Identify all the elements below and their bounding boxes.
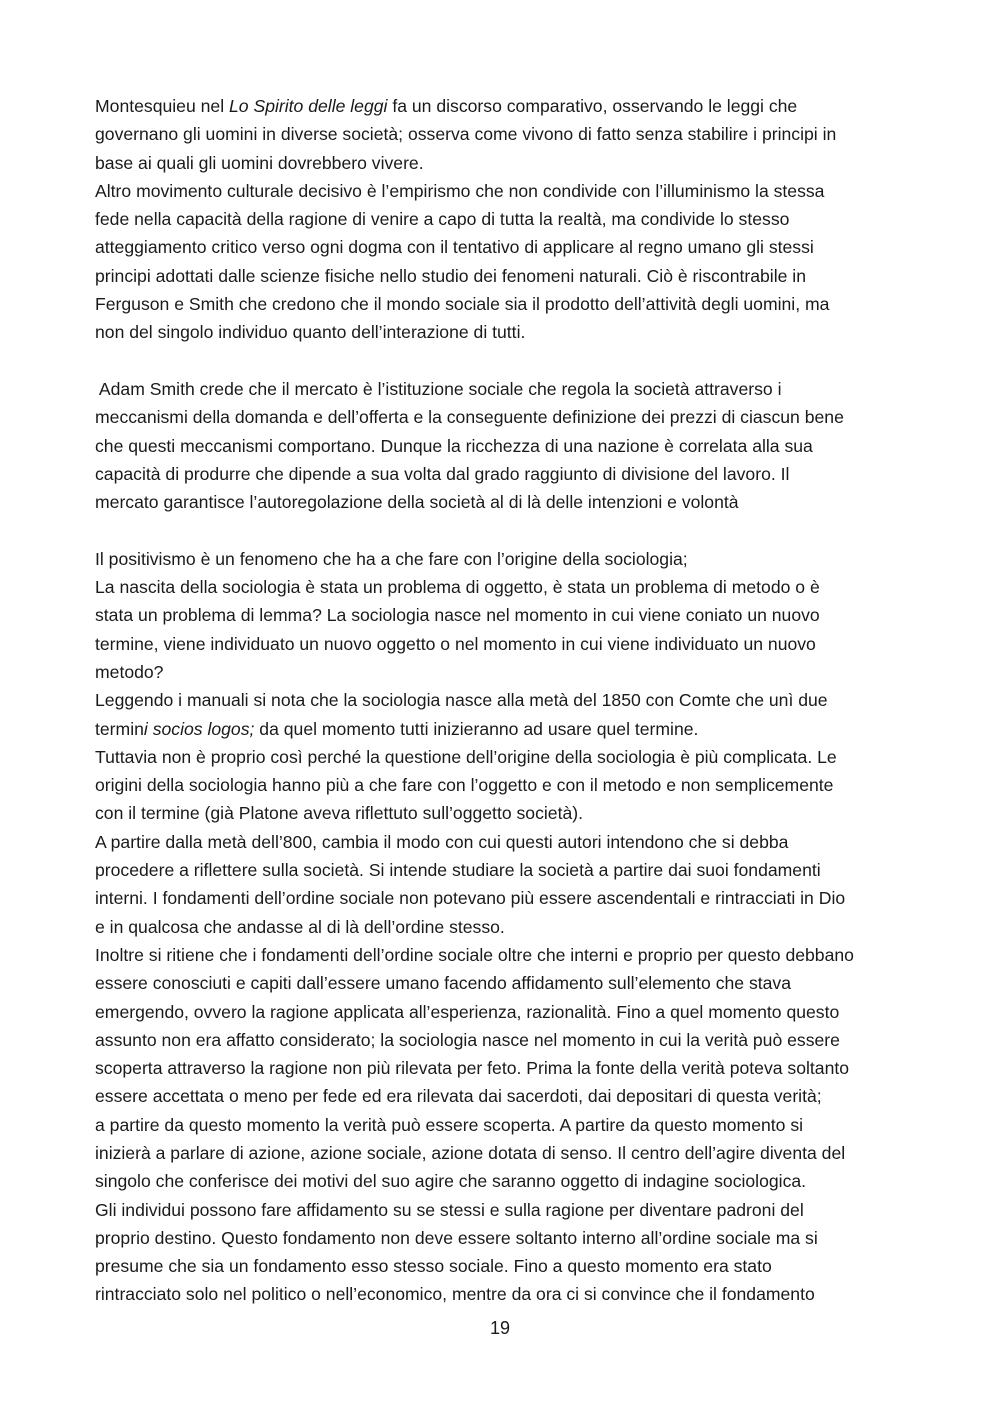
text-line: base ai quali gli uomini dovrebbero vivere.	[95, 152, 424, 173]
text-line: procedere a riflettere sulla società. Si intende studiare la società a partire dai suoi fondamenti	[95, 860, 821, 881]
text-line: atteggiamento critico verso ogni dogma con il tentativo di applicare al regno umano gli stessi	[95, 237, 814, 258]
text-line: termine, viene individuato un nuovo oggetto o nel momento in cui viene individuato un nuovo	[95, 633, 816, 654]
text-line: meccanismi della domanda e dell’offerta e la conseguente definizione dei prezzi di ciascun bene	[95, 407, 844, 428]
text-line: scoperta attraverso la ragione non più rilevata per feto. Prima la fonte della verità poteva soltanto	[95, 1058, 850, 1079]
text-line: proprio destino. Questo fondamento non deve essere soltanto interno all’ordine sociale ma si	[95, 1227, 818, 1248]
text-line: metodo?	[95, 661, 164, 682]
text-span: fa un discorso comparativo, osservando le leggi che	[387, 96, 798, 116]
text-line	[95, 715, 915, 743]
text-line: emergendo, ovvero la ragione applicata all’esperienza, razionalità. Fino a quel momento questo	[95, 1001, 840, 1022]
text-line: singolo che conferisce dei motivi del suo agire che saranno oggetto di indagine sociologica.	[95, 1171, 807, 1192]
text-line: con il termine (già Platone aveva riflettuto sull’oggetto società).	[95, 803, 583, 824]
text-line: essere accettata o meno per fede ed era rilevata dai sacerdoti, dai depositari di questa verità;	[95, 1086, 822, 1107]
text-line: fede nella capacità della ragione di venire a capo di tutta la realtà, ma condivide lo stesso	[95, 209, 790, 230]
text-line: Adam Smith crede che il mercato è l’istituzione sociale che regola la società attraverso i	[95, 378, 782, 399]
text-line: governano gli uomini in diverse società; osserva come vivono di fatto senza stabilire i principi in	[95, 124, 837, 145]
text-line: rintracciato solo nel politico o nell’economico, mentre da ora ci si convince che il fondamento	[95, 1284, 815, 1305]
text-line: La nascita della sociologia è stata un problema di oggetto, è stata un problema di metodo o è	[95, 577, 820, 598]
text-line: Gli individui possono fare affidamento su se stessi e sulla ragione per diventare padroni del	[95, 1199, 804, 1220]
term-italic: i socios logos;	[143, 718, 255, 739]
text-span: da quel momento tutti inizieranno ad usare quel termine.	[254, 718, 699, 739]
page-number: 19	[489, 1318, 511, 1338]
text-line: Tuttavia non è proprio così perché la questione dell’origine della sociologia è più complicata. Le	[95, 746, 837, 767]
text-span: Montesquieu nel	[95, 96, 229, 116]
text-line: e in qualcosa che andasse al di là dell’ordine stesso.	[95, 916, 505, 937]
book-title-italic: Lo Spirito delle leggi	[229, 96, 388, 116]
text-line: mercato garantisce l’autoregolazione della società al di là delle intenzioni e volontà	[95, 492, 739, 513]
text-line: principi adottati dalle scienze fisiche nello studio dei fenomeni naturali. Ciò è riscontrabile in	[95, 265, 806, 286]
text-line: inizierà a parlare di azione, azione sociale, azione dotata di senso. Il centro dell’agire diventa del	[95, 1142, 846, 1163]
text-line: Il positivismo è un fenomeno che ha a che fare con l’origine della sociologia;	[95, 548, 688, 569]
text-line: non del singolo individuo quanto dell’interazione di tutti.	[95, 322, 526, 343]
paragraph-spacer	[95, 347, 915, 375]
text-line: a partire da questo momento la verità può essere scoperta. A partire da questo momento si	[95, 1114, 804, 1135]
text-span: termin	[95, 718, 144, 739]
text-line: A partire dalla metà dell’800, cambia il modo con cui questi autori intendono che si debba	[95, 831, 789, 852]
text-line: capacità di produrre che dipende a sua volta dal grado raggiunto di divisione del lavoro. Il	[95, 463, 790, 484]
body-text	[95, 92, 915, 1309]
text-line: origini della sociologia hanno più a che fare con l’oggetto e con il metodo e non semplicemente	[95, 775, 834, 796]
text-line: presume che sia un fondamento esso stesso sociale. Fino a questo momento era stato	[95, 1256, 772, 1277]
text-line: assunto non era affatto considerato; la sociologia nasce nel momento in cui la verità può essere	[95, 1029, 840, 1050]
text-line: che questi meccanismi comportano. Dunque la ricchezza di una nazione è correlata alla sua	[95, 435, 813, 456]
text-line: Inoltre si ritiene che i fondamenti dell’ordine sociale oltre che interni e proprio per questo debbano	[95, 944, 854, 965]
text-line: Ferguson e Smith che credono che il mondo sociale sia il prodotto dell’attività degli uomini, ma	[95, 294, 830, 315]
text-line: stata un problema di lemma? La sociologia nasce nel momento in cui viene coniato un nuovo	[95, 605, 820, 626]
text-line: Leggendo i manuali si nota che la sociologia nasce alla metà del 1850 con Comte che unì due	[95, 690, 828, 711]
text-line: interni. I fondamenti dell’ordine sociale non potevano più essere ascendentali e rintracciati in Dio	[95, 888, 846, 909]
paragraph-spacer	[95, 516, 915, 544]
text-line: essere conosciuti e capiti dall’essere umano facendo affidamento sull’elemento che stava	[95, 973, 792, 994]
text-line	[95, 92, 915, 120]
text-line: Altro movimento culturale decisivo è l’empirismo che non condivide con l’illuminismo la stessa	[95, 180, 825, 201]
